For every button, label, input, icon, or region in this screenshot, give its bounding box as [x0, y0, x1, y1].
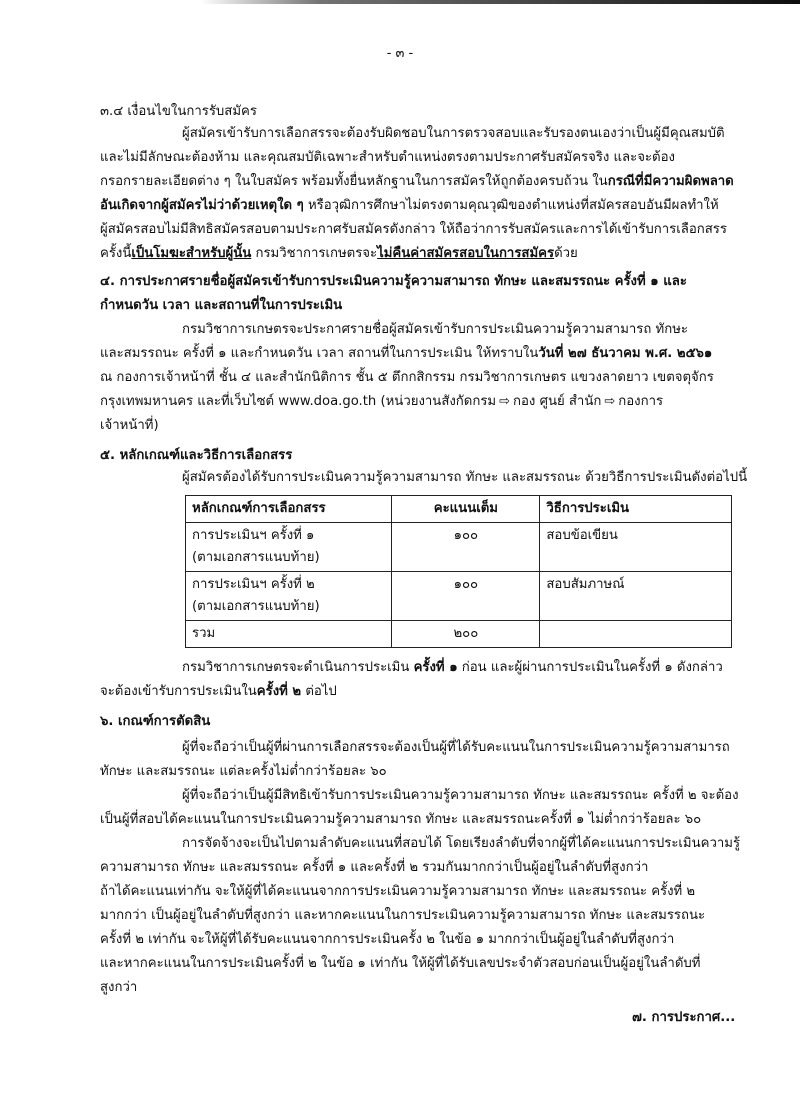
text: กองการ [618, 394, 664, 409]
table-row [186, 523, 732, 572]
text: กรมวิชาการเกษตรจะดำเนินการประเมิน [182, 660, 414, 675]
section-3-4-line-3 [100, 172, 734, 194]
section-6-line-8: มากกว่า เป็นผู้อยู่ในลำดับที่สูงกว่า และหากคะแนนในการประเมินความรู้ความสามารถ ทักษะ และสมรรถนะ [100, 908, 706, 923]
table-header-row [186, 496, 732, 523]
method-cell: สอบข้อเขียน [540, 523, 732, 572]
section-3-4-heading: ๓.๔ เงื่อนไขในการรับสมัคร [100, 104, 257, 119]
bold-text: ครั้งที่ ๒ [256, 684, 302, 699]
page-number: - ๓ - [386, 46, 414, 61]
criterion-title: การประเมินฯ ครั้งที่ ๑ [192, 528, 315, 543]
text: ผู้สมัครเข้ารับการเลือกสรรจะต้องรับผิดชอบในการตรวจสอบและรับรองตนเองว่าเป็นผู้มีคุณสมบัติ [182, 126, 725, 141]
method-cell: สอบสัมภาษณ์ [540, 572, 732, 621]
section-6-line-4: เป็นผู้ที่สอบได้คะแนนในการประเมินความรู้ความสามารถ ทักษะ และสมรรถนะครั้งที่ ๑ ไม่ต่ำกว่าร้อยละ ๖๐ [100, 812, 702, 827]
arrow-right-icon: ⇨ [499, 394, 511, 409]
text: ด้วย [554, 246, 578, 261]
text: ต่อไป [301, 684, 337, 699]
continuation-marker: ๗. การประกาศ... [632, 1010, 736, 1025]
section-6-line-10: และหากคะแนนในการประเมินครั้งที่ ๒ ในข้อ ๑ เท่ากัน ให้ผู้ที่ได้รับเลขประจำตัวสอบก่อนเป็นผู้อยู่ในลำดับที่ [100, 956, 701, 971]
score-cell: ๑๐๐ [392, 572, 540, 621]
section-4-body-line-4 [100, 392, 663, 414]
table-row [186, 572, 732, 621]
section-6-line-9: ครั้งที่ ๒ เท่ากัน จะให้ผู้ที่ได้รับคะแนนจากการประเมินครั้ง ๒ ในข้อ ๑ มากกว่าเป็นผู้อยู่ในลำดับที่สูงกว่า [100, 932, 675, 947]
text: กอง ศูนย์ สำนัก [513, 394, 602, 409]
table-total-row [186, 621, 732, 648]
section-4-body-line-1: กรมวิชาการเกษตรจะประกาศรายชื่อผู้สมัครเข้ารับการประเมินความรู้ความสามารถ ทักษะ [182, 322, 688, 337]
selection-criteria-table [185, 495, 732, 648]
section-6-line-6: ความสามารถ ทักษะ และสมรรถนะ ครั้งที่ ๑ และครั้งที่ ๒ รวมกันมากกว่าเป็นผู้อยู่ในลำดับที่สูงกว่า [100, 860, 649, 875]
criterion-note: (ตามเอกสารแนบท้าย) [192, 599, 320, 614]
text: และไม่มีลักษณะต้องห้าม และคุณสมบัติเฉพาะสำหรับตำแหน่งตรงตามประกาศรับสมัครจริง และจะต้อง [100, 150, 675, 165]
text: หรือวุฒิการศึกษาไม่ตรงตามคุณวุฒิของตำแหน่งที่สมัครสอบอันมีผลทำให้ [303, 198, 719, 213]
section-4-heading-line-2: กำหนดวัน เวลา และสถานที่ในการประเมิน [100, 298, 343, 313]
text: ครั้งนี้ [100, 246, 132, 261]
section-3-4-line-4 [100, 196, 719, 218]
section-5-heading: ๕. หลักเกณฑ์และวิธีการเลือกสรร [100, 448, 293, 463]
text: และสมรรถนะ ครั้งที่ ๑ และกำหนดวัน เวลา สถานที่ในการประเมิน ให้ทราบใน [100, 346, 539, 361]
section-4-body-line-5: เจ้าหน้าที่) [100, 418, 159, 433]
website-link[interactable]: www.doa.go.th [278, 394, 377, 409]
text: กรมวิชาการเกษตรจะ [251, 246, 378, 261]
text: ก่อน และผู้ผ่านการประเมินในครั้งที่ ๑ ดังกล่าว [457, 660, 723, 675]
section-5-after-line-1 [182, 658, 723, 680]
section-3-4-line-5 [100, 220, 727, 242]
text: กรอกรายละเอียดต่าง ๆ ในใบสมัคร พร้อมทั้งยื่นหลักฐานในการสมัครให้ถูกต้องครบถ้วน ใน [100, 174, 608, 189]
total-method [540, 621, 732, 648]
section-6-line-5: การจัดจ้างจะเป็นไปตามลำดับคะแนนที่สอบได้ โดยเรียงลำดับที่จากผู้ที่ได้คะแนนการประเมินความรู้ [182, 836, 741, 851]
bold-text: กรณีที่มีความผิดพลาด [607, 174, 734, 189]
arrow-right-icon: ⇨ [604, 394, 616, 409]
section-5-after-line-2 [100, 682, 337, 704]
section-3-4-line-2 [100, 148, 675, 170]
text: กรุงเทพมหานคร และที่เว็บไซต์ [100, 394, 279, 409]
text: จะต้องเข้ารับการประเมินใน [100, 684, 257, 699]
bold-text: ครั้งที่ ๑ [413, 660, 458, 675]
section-6-heading: ๖. เกณฑ์การตัดสิน [100, 714, 211, 729]
score-cell: ๑๐๐ [392, 523, 540, 572]
text: (หน่วยงานสังกัดกรม [376, 394, 497, 409]
criterion-note: (ตามเอกสารแนบท้าย) [192, 550, 320, 565]
section-6-line-1: ผู้ที่จะถือว่าเป็นผู้ที่ผ่านการเลือกสรรจะต้องเป็นผู้ที่ได้รับคะแนนในการประเมินความรู้ความสามารถ [182, 740, 730, 755]
header-criterion: หลักเกณฑ์การเลือกสรร [186, 496, 392, 523]
total-score: ๒๐๐ [392, 621, 540, 648]
total-label: รวม [186, 621, 392, 648]
criterion-cell [186, 572, 392, 621]
section-6-line-7: ถ้าได้คะแนนเท่ากัน จะให้ผู้ที่ได้คะแนนจากการประเมินความรู้ความสามารถ ทักษะ และสมรรถนะ ครั้งที่ ๒ [100, 884, 696, 899]
void-notice: เป็นโมฆะสำหรับผู้นั้น [131, 246, 252, 261]
section-6-line-11: สูงกว่า [100, 980, 138, 995]
section-6-line-2: ทักษะ และสมรรถนะ แต่ละครั้งไม่ต่ำกว่าร้อยละ ๖๐ [100, 764, 387, 779]
criterion-title: การประเมินฯ ครั้งที่ ๒ [192, 577, 315, 592]
section-6-line-3: ผู้ที่จะถือว่าเป็นผู้มีสิทธิเข้ารับการประเมินความรู้ความสามารถ ทักษะ และสมรรถนะ ครั้งที่ ๒ จะต้อง [182, 788, 739, 803]
scan-edge-artifact [200, 0, 800, 4]
header-method: วิธีการประเมิน [540, 496, 732, 523]
criterion-cell [186, 523, 392, 572]
section-4-body-line-2 [100, 344, 712, 366]
section-5-intro: ผู้สมัครต้องได้รับการประเมินความรู้ความสามารถ ทักษะ และสมรรถนะ ด้วยวิธีการประเมินดังต่อไปนี้ [182, 470, 748, 485]
section-3-4-line-1 [182, 124, 725, 146]
header-full-score: คะแนนเต็ม [392, 496, 540, 523]
section-4-heading-line-1: ๔. การประกาศรายชื่อผู้สมัครเข้ารับการประเมินความรู้ความสามารถ ทักษะ และสมรรถนะ ครั้งที่ ๑ และ [100, 274, 687, 289]
text: ผู้สมัครสอบไม่มีสิทธิสมัครสอบตามประกาศรับสมัครดังกล่าว ให้ถือว่าการรับสมัครและการได้เข้ารับการเลือกสรร [100, 222, 727, 237]
section-3-4-line-6 [100, 244, 578, 266]
no-refund-notice: ไม่คืนค่าสมัครสอบในการสมัคร [377, 246, 555, 261]
bold-text: อันเกิดจากผู้สมัครไม่ว่าด้วยเหตุใด ๆ [100, 198, 304, 213]
announcement-date: วันที่ ๒๗ ธันวาคม พ.ศ. ๒๕๖๑ [538, 346, 713, 361]
section-4-body-line-3: ณ กองการเจ้าหน้าที่ ชั้น ๔ และสำนักนิติการ ชั้น ๕ ตึกกสิกรรม กรมวิชาการเกษตร แขวงลาดยาว เขตจตุจักร [100, 370, 714, 385]
